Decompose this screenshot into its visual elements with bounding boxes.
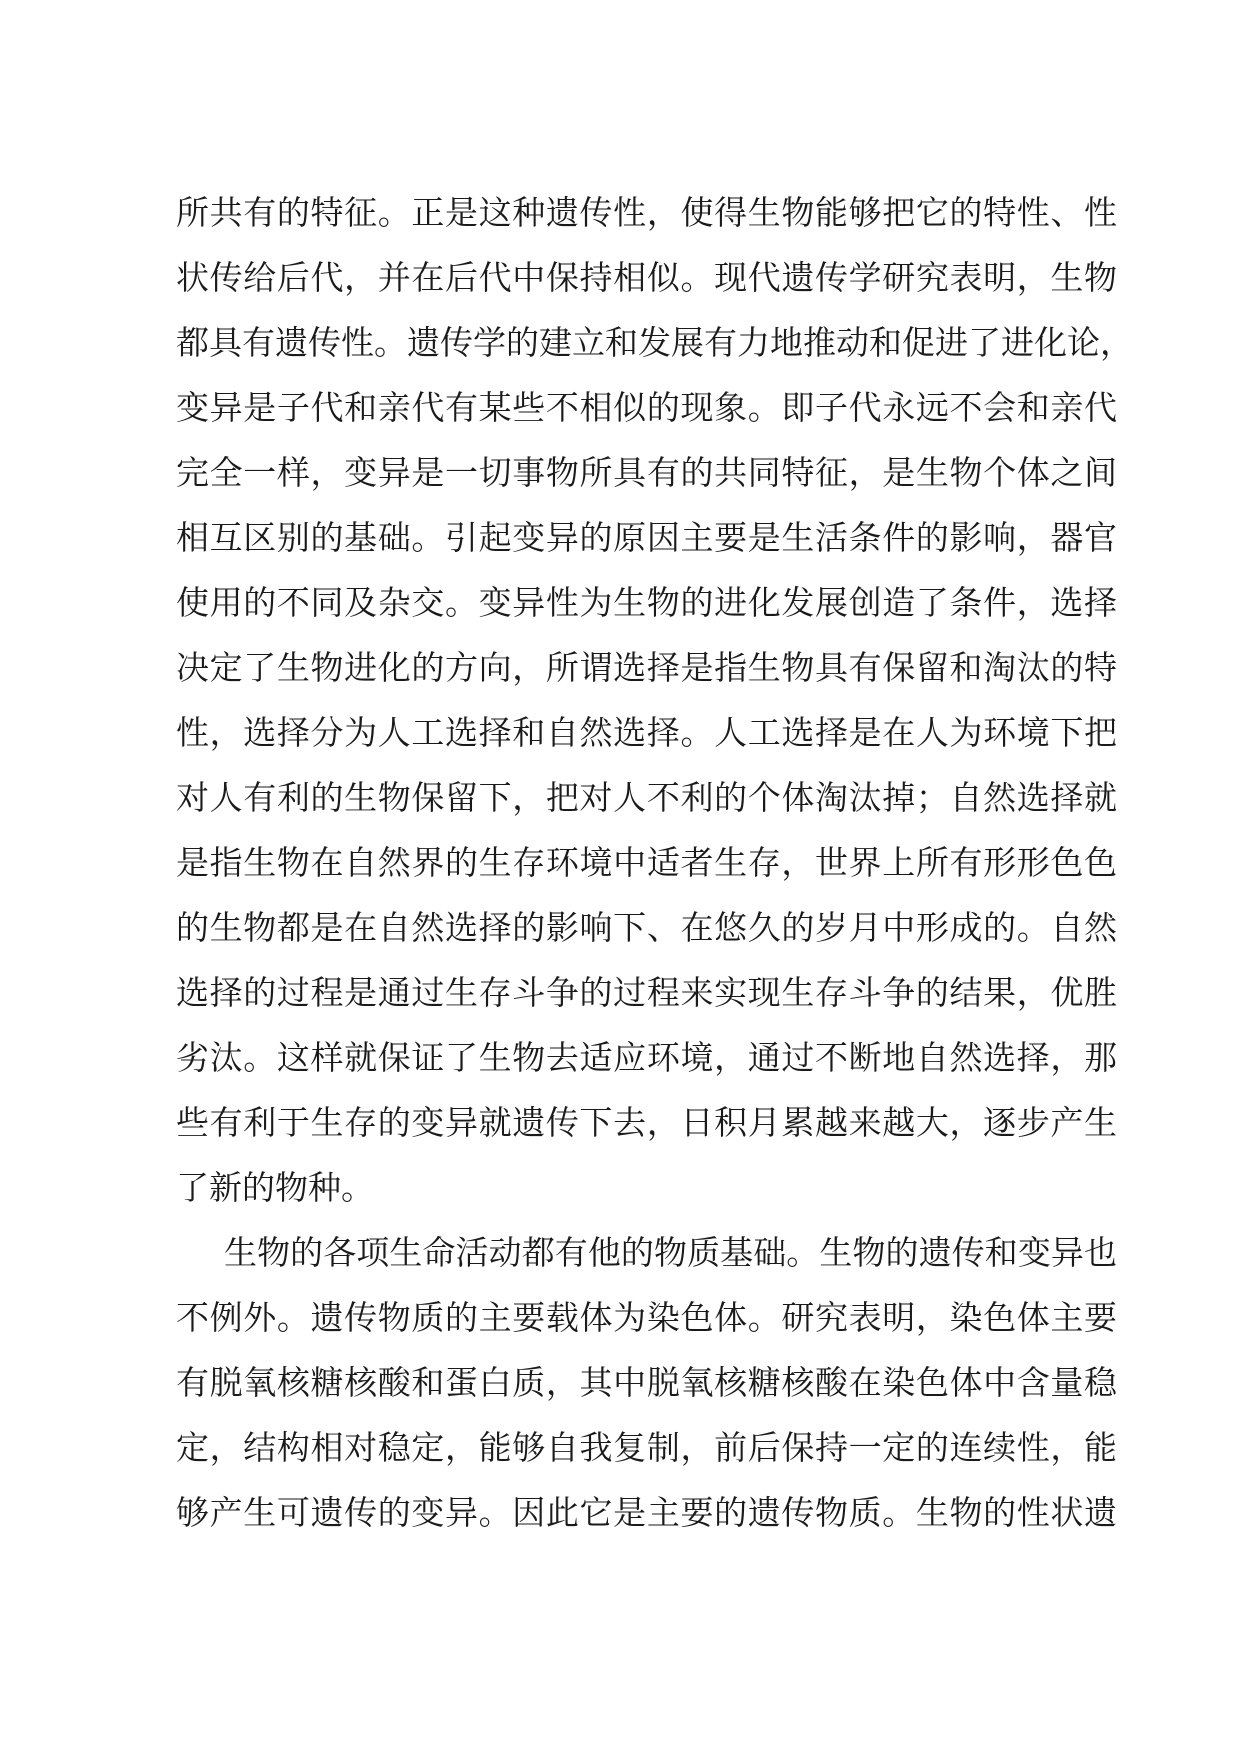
body-text <box>176 180 1133 1545</box>
paragraph-2 <box>176 1220 1117 1545</box>
text-line: 些有利于生存的变异就遗传下去，日积月累越来越大，逐步产生 <box>176 1103 1117 1142</box>
text-line: 完全一样，变异是一切事物所具有的共同特征，是生物个体之间 <box>176 453 1117 492</box>
text-line: 有脱氧核糖核酸和蛋白质，其中脱氧核糖核酸在染色体中含量稳 <box>176 1363 1117 1402</box>
text-line: 变异是子代和亲代有某些不相似的现象。即子代永远不会和亲代 <box>176 388 1117 427</box>
text-line: 劣汰。这样就保证了生物去适应环境，通过不断地自然选择，那 <box>176 1038 1117 1077</box>
text-line: 都具有遗传性。遗传学的建立和发展有力地推动和促进了进化论， <box>176 323 1133 362</box>
text-line: 状传给后代，并在后代中保持相似。现代遗传学研究表明，生物 <box>176 258 1117 297</box>
text-line: 性，选择分为人工选择和自然选择。人工选择是在人为环境下把 <box>176 713 1117 752</box>
text-line: 不例外。遗传物质的主要载体为染色体。研究表明，染色体主要 <box>176 1298 1117 1337</box>
text-line: 选择的过程是通过生存斗争的过程来实现生存斗争的结果，优胜 <box>176 973 1117 1012</box>
text-line: 的生物都是在自然选择的影响下、在悠久的岁月中形成的。自然 <box>176 908 1117 947</box>
text-line: 使用的不同及杂交。变异性为生物的进化发展创造了条件，选择 <box>176 583 1117 622</box>
text-line: 定，结构相对稳定，能够自我复制，前后保持一定的连续性，能 <box>176 1428 1117 1467</box>
paragraph-1 <box>176 180 1133 1220</box>
text-line: 了新的物种。 <box>176 1168 374 1207</box>
text-line: 相互区别的基础。引起变异的原因主要是生活条件的影响，器官 <box>176 518 1117 557</box>
text-line: 是指生物在自然界的生存环境中适者生存，世界上所有形形色色 <box>176 843 1117 882</box>
text-line: 决定了生物进化的方向，所谓选择是指生物具有保留和淘汰的特 <box>176 648 1117 687</box>
text-line: 够产生可遗传的变异。因此它是主要的遗传物质。生物的性状遗 <box>176 1493 1117 1532</box>
text-line: 对人有利的生物保留下，把对人不利的个体淘汰掉；自然选择就 <box>176 778 1117 817</box>
text-line: 所共有的特征。正是这种遗传性，使得生物能够把它的特性、性 <box>176 193 1117 232</box>
text-line: 生物的各项生命活动都有他的物质基础。生物的遗传和变异也 <box>224 1233 1117 1272</box>
